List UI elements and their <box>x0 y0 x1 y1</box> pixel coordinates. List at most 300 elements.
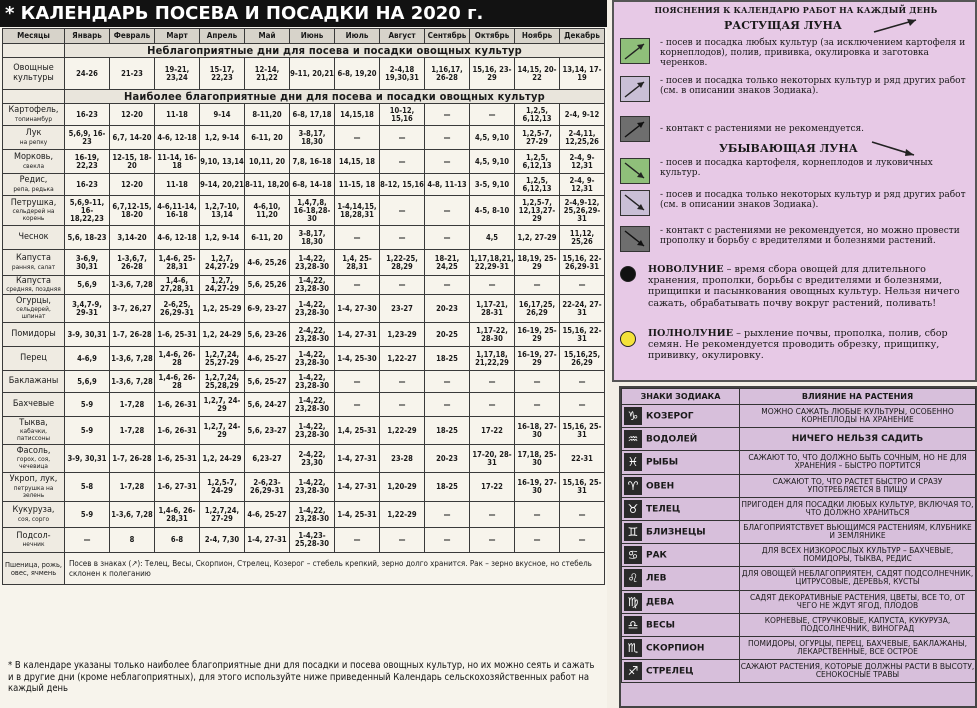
day-range-cell: 8 <box>110 528 155 553</box>
crop-label <box>3 473 65 502</box>
crop-row <box>3 126 605 150</box>
crop-name: Кукуруза, <box>12 505 55 516</box>
day-range-cell: 14,15, 18 <box>335 150 380 174</box>
day-range-cell: 2-4,11, 12,25,26 <box>560 126 605 150</box>
day-range-cell: 1-4,23- 25,28-30 <box>290 528 335 553</box>
zodiac-sign-cell <box>622 497 740 520</box>
day-range-cell: — <box>560 528 605 553</box>
day-range-cell: 1,4-6, 26-28,31 <box>155 502 200 528</box>
day-range-cell: — <box>380 226 425 250</box>
crop-label <box>3 528 65 553</box>
crop-name: Огурцы, <box>15 295 52 306</box>
day-range-cell: 1,4-6, 26-28 <box>155 347 200 371</box>
crop-name: Пшеница, рожь, овес, ячмень <box>3 553 65 585</box>
day-range-cell: 2-6,23- 26,29-31 <box>245 473 290 502</box>
legend-text: - посев и посадка картофеля, корнеплодов и луковичных культур. <box>660 158 933 178</box>
day-range-cell: 18,19, 25-29 <box>515 250 560 276</box>
crop-name: Капуста <box>16 275 51 286</box>
day-range-cell: — <box>380 371 425 393</box>
zodiac-sign-cell <box>622 474 740 497</box>
crop-label <box>3 196 65 226</box>
footnote: * В календаре указаны только наиболее благоприятные дни для посадки и посева овощных культур, но их можно сеять и сажать и в другие дни (кроме неблагоприятных), для этого используйте ниже приведенный Календарь сельскохозяйственных работ на каждый день <box>8 660 595 694</box>
legend-item-waxing-favorable <box>620 38 972 72</box>
band-unfavorable: Неблагоприятные дни для посева и посадки овощных культур <box>65 44 605 58</box>
zodiac-header-row <box>622 389 976 405</box>
zodiac-sign-name: СКОРПИОН <box>646 643 705 654</box>
crop-subname: ранняя, салат <box>11 262 56 271</box>
day-range-cell: 23-27 <box>380 295 425 323</box>
grain-note: Посев в знаках (↗): Телец, Весы, Скорпион, Стрелец, Козерог – стебель крепкий, зерно долго хранится. Рак – зерно вкусное, но стебель склонен к полеганию <box>65 553 605 585</box>
day-range-cell: 1-4, 25-30 <box>335 347 380 371</box>
zodiac-sign-name: ЛЕВ <box>646 573 667 584</box>
crop-label <box>3 150 65 174</box>
day-range-cell: 22-31 <box>560 445 605 473</box>
zodiac-row <box>622 497 976 520</box>
day-range-cell: 16-19, 27-29 <box>515 347 560 371</box>
day-range-cell: — <box>560 393 605 417</box>
day-range-cell: 6-9, 23-27 <box>245 295 290 323</box>
day-range-cell: 1-4, 27-31 <box>335 445 380 473</box>
day-range-cell: 1,2, 9-14 <box>200 126 245 150</box>
day-range-cell: 3-6,9, 30,31 <box>65 250 110 276</box>
day-range-cell: 1-6, 26-31 <box>155 417 200 445</box>
band-spacer <box>3 90 65 104</box>
day-range-cell: 20-23 <box>425 295 470 323</box>
zodiac-sign-cell <box>622 520 740 543</box>
day-range-cell: 18-25 <box>425 473 470 502</box>
day-range-cell: 4-6,10, 11,20 <box>245 196 290 226</box>
zodiac-sign-name: РЫБЫ <box>646 457 679 468</box>
day-range-cell: 1-4,22, 23,28-30 <box>290 276 335 295</box>
day-range-cell: 15,16, 22-31 <box>560 323 605 347</box>
day-range-cell: 3-8,17, 18,30 <box>290 126 335 150</box>
day-range-cell: 3-7, 26,27 <box>110 295 155 323</box>
zodiac-row <box>622 520 976 543</box>
crop-name: Баклажаны <box>8 375 59 386</box>
day-range-cell: 16-23 <box>65 174 110 196</box>
day-range-cell: — <box>335 393 380 417</box>
day-range-cell: 1,2,7, 24,27-29 <box>200 250 245 276</box>
zodiac-sign-cell <box>622 590 740 613</box>
day-range-cell: 1,2,7,24, 25,27-29 <box>200 347 245 371</box>
day-range-cell: 1,2,7,24, 27-29 <box>200 502 245 528</box>
day-range-cell: 2-4,9-12, 25,26,29-31 <box>560 196 605 226</box>
crop-name: Морковь, <box>13 152 54 163</box>
crop-label <box>3 347 65 371</box>
day-range-cell: 1,4-6, 27,28,31 <box>155 276 200 295</box>
crop-subname: соя, сорго <box>17 514 50 523</box>
day-range-cell: 1,2,5, 6,12,13 <box>515 104 560 126</box>
day-range-cell: 13,14, 17-19 <box>560 58 605 90</box>
day-range-cell: 24-26 <box>65 58 110 90</box>
day-range-cell: — <box>425 528 470 553</box>
day-range-cell: 1-7,28 <box>110 417 155 445</box>
day-range-cell: 9-11, 20,21 <box>290 58 335 90</box>
day-range-cell: 1-4,22, 23,28-30 <box>290 347 335 371</box>
day-range-cell: 1,2,7,24, 25,28,29 <box>200 371 245 393</box>
legend-title: ПОЯСНЕНИЯ К КАЛЕНДАРЮ РАБОТ НА КАЖДЫЙ ДЕНЬ <box>654 5 938 15</box>
crop-label <box>3 276 65 295</box>
zodiac-sign-icon: ♎ <box>624 616 642 634</box>
zodiac-effect: БЛАГОПРИЯТСТВУЕТ ВЬЮЩИМСЯ РАСТЕНИЯМ, КЛУБНИКЕ И ЗЕМЛЯНИКЕ <box>740 520 976 543</box>
crop-row <box>3 250 605 276</box>
day-range-cell: — <box>470 276 515 295</box>
day-range-cell: 1-4,14,15, 18,28,31 <box>335 196 380 226</box>
zodiac-sign-name: ВЕСЫ <box>646 620 675 631</box>
zodiac-row <box>622 660 976 683</box>
crop-row <box>3 226 605 250</box>
day-range-cell: 4-6, 12-18 <box>155 226 200 250</box>
crop-subname: сельдерей на корень <box>12 207 55 223</box>
zodiac-row <box>622 590 976 613</box>
day-range-cell: 6-8 <box>155 528 200 553</box>
legend-text: - посев и посадка только некоторых культур и ряд других работ (см. в описании знаков Зодиака). <box>660 190 966 210</box>
day-range-cell: 15,16,25, 26,29 <box>560 347 605 371</box>
day-range-cell: — <box>425 502 470 528</box>
crop-label <box>3 58 65 90</box>
zodiac-sign-name: КОЗЕРОГ <box>646 411 694 422</box>
day-range-cell: 16-23 <box>65 104 110 126</box>
crop-label <box>3 226 65 250</box>
day-range-cell: 1,20-29 <box>380 473 425 502</box>
day-range-cell: 4-6, 25-27 <box>245 502 290 528</box>
day-range-cell: 18-25 <box>425 417 470 445</box>
zodiac-sign-cell <box>622 567 740 590</box>
crop-row <box>3 393 605 417</box>
zodiac-effect: ПРИГОДЕН ДЛЯ ПОСАДКИ ЛЮБЫХ КУЛЬТУР, ВКЛЮЧАЯ ТО, ЧТО ДОЛЖНО ХРАНИТЬСЯ <box>740 497 976 520</box>
day-range-cell: — <box>560 502 605 528</box>
day-range-cell: 1-4,22, 23,28-30 <box>290 295 335 323</box>
zodiac-panel <box>619 386 977 708</box>
column-header-month: Март <box>155 29 200 44</box>
day-range-cell: — <box>335 276 380 295</box>
day-range-cell: 16-19, 27-30 <box>515 473 560 502</box>
crop-subname: кабачки, патиссоны <box>16 427 51 443</box>
legend-swatch <box>620 76 650 102</box>
crop-row <box>3 276 605 295</box>
legend-item-waning-partial <box>620 190 972 224</box>
day-range-cell: 1,4-6, 26-28 <box>155 371 200 393</box>
page-title: * КАЛЕНДАРЬ ПОСЕВА И ПОСАДКИ НА 2020 г. <box>0 0 607 27</box>
day-range-cell: 1-3,6, 7,28 <box>110 371 155 393</box>
crop-subname: горох, соя, чечевица <box>16 455 51 471</box>
day-range-cell: — <box>380 196 425 226</box>
day-range-cell: — <box>425 104 470 126</box>
day-range-cell: 1,4-6, 25-28,31 <box>155 250 200 276</box>
day-range-cell: 1-7, 26-28 <box>110 445 155 473</box>
zodiac-sign-icon: ♉ <box>624 500 642 518</box>
day-range-cell: 1,4, 25-28,31 <box>335 250 380 276</box>
day-range-cell: 1,2,7, 24-29 <box>200 417 245 445</box>
column-header-month: Июнь <box>290 29 335 44</box>
day-range-cell: 3-5, 9,10 <box>470 174 515 196</box>
zodiac-row <box>622 613 976 636</box>
full-moon-text: – рыхление почвы, прополка, полив, сбор семян. Не рекомендуется проводить обрезку, прищипку, прививку, окулировку. <box>648 328 948 362</box>
day-range-cell: 1-4,22, 23,28-30 <box>290 371 335 393</box>
zodiac-effect: ДЛЯ ВСЕХ НИЗКОРОСЛЫХ КУЛЬТУР – БАХЧЕВЫЕ, ПОМИДОРЫ, ТЫКВА, РЕДИС <box>740 544 976 567</box>
zodiac-row <box>622 451 976 474</box>
day-range-cell: 6-11, 20 <box>245 226 290 250</box>
zodiac-sign-cell <box>622 544 740 567</box>
day-range-cell: 15,16, 23-29 <box>470 58 515 90</box>
zodiac-sign-icon: ♊ <box>624 523 642 541</box>
day-range-cell: 1,22-25, 28,29 <box>380 250 425 276</box>
zodiac-effect: КОРНЕВЫЕ, СТРУЧКОВЫЕ, КАПУСТА, КУКУРУЗА, ПОДСОЛНЕЧНИК, ВИНОГРАД <box>740 613 976 636</box>
zodiac-sign-icon: ♈ <box>624 477 642 495</box>
day-range-cell: 5,6,9-11, 16-18,22,23 <box>65 196 110 226</box>
day-range-cell: 11-18 <box>155 104 200 126</box>
day-range-cell: 2-4,18 19,30,31 <box>380 58 425 90</box>
day-range-cell: 2-4, 9-12,31 <box>560 174 605 196</box>
day-range-cell: 20-25 <box>425 323 470 347</box>
day-range-cell: — <box>65 528 110 553</box>
zodiac-sign-icon: ♏ <box>624 639 642 657</box>
full-moon-title: ПОЛНОЛУНИЕ <box>648 328 734 339</box>
full-moon-icon <box>620 331 636 347</box>
crop-label <box>3 250 65 276</box>
crop-name: Перец <box>20 352 47 363</box>
day-range-cell: 1,2,5-7, 12,13,27-29 <box>515 196 560 226</box>
day-range-cell: — <box>515 393 560 417</box>
crop-label <box>3 174 65 196</box>
day-range-cell: 1-4,22, 23,28-30 <box>290 473 335 502</box>
day-range-cell: 1,4,7,8, 16-18,28-30 <box>290 196 335 226</box>
day-range-cell: 1,17,18,21, 22,29-31 <box>470 250 515 276</box>
waning-moon-title: УБЫВАЮЩАЯ ЛУНА <box>719 142 858 155</box>
day-range-cell: 2-4, 9-12 <box>560 104 605 126</box>
day-range-cell: 11-15, 18 <box>335 174 380 196</box>
day-range-cell: — <box>560 276 605 295</box>
zodiac-sign-name: ДЕВА <box>646 597 674 608</box>
column-header-month: Январь <box>65 29 110 44</box>
day-range-cell: 4,5, 9,10 <box>470 126 515 150</box>
zodiac-sign-icon: ♐ <box>624 662 642 680</box>
zodiac-row <box>622 474 976 497</box>
day-range-cell: 1,2, 9-14 <box>200 226 245 250</box>
day-range-cell: — <box>380 528 425 553</box>
day-range-cell: — <box>425 196 470 226</box>
day-range-cell: 1,2, 27-29 <box>515 226 560 250</box>
day-range-cell: 23-28 <box>380 445 425 473</box>
day-range-cell: 16-19, 22,23 <box>65 150 110 174</box>
day-range-cell: 1-3,6, 7,28 <box>110 502 155 528</box>
day-range-cell: — <box>560 371 605 393</box>
crop-label <box>3 502 65 528</box>
crop-name: Капуста <box>16 253 51 264</box>
column-header-month: Сентябрь <box>425 29 470 44</box>
day-range-cell: 1-6, 25-31 <box>155 323 200 347</box>
day-range-cell: 6-8, 19,20 <box>335 58 380 90</box>
new-moon-title: НОВОЛУНИЕ <box>648 264 724 275</box>
planting-calendar-table <box>2 28 605 585</box>
legend-item-waxing-partial <box>620 76 972 112</box>
day-range-cell: — <box>335 226 380 250</box>
day-range-cell: — <box>470 104 515 126</box>
crop-row <box>3 174 605 196</box>
zodiac-sign-cell <box>622 660 740 683</box>
day-range-cell: 14,15, 20-22 <box>515 58 560 90</box>
crop-label <box>3 393 65 417</box>
day-range-cell: 17-22 <box>470 417 515 445</box>
day-range-cell: 8-11, 18,20 <box>245 174 290 196</box>
zodiac-sign-icon: ♑ <box>624 407 642 425</box>
zodiac-sign-name: РАК <box>646 550 667 561</box>
zodiac-row <box>622 567 976 590</box>
column-header-month: Декабрь <box>560 29 605 44</box>
day-range-cell: 5-9 <box>65 417 110 445</box>
day-range-cell: — <box>470 528 515 553</box>
day-range-cell: 1,22-29 <box>380 417 425 445</box>
zodiac-sign-name: ТЕЛЕЦ <box>646 504 681 515</box>
zodiac-row <box>622 428 976 451</box>
legend-text: - контакт с растениями не рекомендуется, но можно провести прополку и борьбу с вредителями и болезнями растений. <box>660 226 960 246</box>
day-range-cell: 1-4,22, 23,28-30 <box>290 417 335 445</box>
band-unfavorable-row <box>3 44 605 58</box>
crop-name: Овощные культуры <box>13 63 54 83</box>
crop-row <box>3 528 605 553</box>
zodiac-sign-cell <box>622 451 740 474</box>
day-range-cell: 4-6, 25-27 <box>245 347 290 371</box>
day-range-cell: — <box>470 393 515 417</box>
day-range-cell: 11-14, 16-18 <box>155 150 200 174</box>
day-range-cell: — <box>515 371 560 393</box>
day-range-cell: — <box>335 371 380 393</box>
day-range-cell: 17-22 <box>470 473 515 502</box>
day-range-cell: 3,14-20 <box>110 226 155 250</box>
crop-row <box>3 445 605 473</box>
day-range-cell: 10-12, 15,16 <box>380 104 425 126</box>
crop-row <box>3 295 605 323</box>
zodiac-sign-cell <box>622 428 740 451</box>
band-favorable: Наиболее благоприятные дни для посева и посадки овощных культур <box>65 90 605 104</box>
day-range-cell: 1-6, 25-31 <box>155 445 200 473</box>
day-range-cell: 1-7,28 <box>110 473 155 502</box>
legend-text: - контакт с растениями не рекомендуется. <box>660 124 865 134</box>
crop-subname: на репку <box>19 137 48 146</box>
crop-row <box>3 323 605 347</box>
crop-subname: сельдерей, шпинат <box>16 305 51 321</box>
zodiac-row <box>622 636 976 659</box>
day-range-cell: 5,6, 18-23 <box>65 226 110 250</box>
day-range-cell: 1,2, 25-29 <box>200 295 245 323</box>
column-header-month: Май <box>245 29 290 44</box>
grain-row <box>3 553 605 585</box>
new-moon-icon <box>620 266 636 282</box>
zodiac-sign-cell <box>622 405 740 428</box>
day-range-cell: 17-20, 28-31 <box>470 445 515 473</box>
day-range-cell: 1-4, 27-31 <box>335 473 380 502</box>
crop-row <box>3 196 605 226</box>
day-range-cell: 11-18 <box>155 174 200 196</box>
day-range-cell: 4-5, 8-10 <box>470 196 515 226</box>
day-range-cell: 4-6, 12-18 <box>155 126 200 150</box>
day-range-cell: — <box>335 528 380 553</box>
day-range-cell: 1,2,5-7, 24-29 <box>200 473 245 502</box>
legend-swatch <box>620 190 650 216</box>
day-range-cell: 1-3,6,7, 26-28 <box>110 250 155 276</box>
day-range-cell: 1,2,7-10, 13,14 <box>200 196 245 226</box>
column-header-month: Апрель <box>200 29 245 44</box>
day-range-cell: 1-6, 26-31 <box>155 393 200 417</box>
day-range-cell: 1-7,28 <box>110 393 155 417</box>
crop-name: Бахчевые <box>12 398 55 409</box>
day-range-cell: 1,4, 25-31 <box>335 417 380 445</box>
crop-name: Картофель, <box>8 105 59 116</box>
day-range-cell: 9-14, 20,21 <box>200 174 245 196</box>
day-range-cell: 17,18, 25-30 <box>515 445 560 473</box>
day-range-cell: 6-8, 17,18 <box>290 104 335 126</box>
zodiac-row <box>622 544 976 567</box>
crop-name: Помидоры <box>11 328 56 339</box>
day-range-cell: 1,2,7, 24-29 <box>200 393 245 417</box>
band-spacer <box>3 44 65 58</box>
crop-label <box>3 104 65 126</box>
day-range-cell: 2-6,25, 26,29-31 <box>155 295 200 323</box>
day-range-cell: 1-4,22, 23,28-30 <box>290 250 335 276</box>
day-range-cell: 1-4, 27-31 <box>335 323 380 347</box>
zodiac-effect: НИЧЕГО НЕЛЬЗЯ САДИТЬ <box>740 428 976 451</box>
day-range-cell: — <box>335 126 380 150</box>
day-range-cell: 5-9 <box>65 393 110 417</box>
day-range-cell: — <box>425 371 470 393</box>
column-header-month: Февраль <box>110 29 155 44</box>
day-range-cell: 1-7, 26-28 <box>110 323 155 347</box>
legend-swatch <box>620 226 650 252</box>
column-header-months: Месяцы <box>3 29 65 44</box>
day-range-cell: 5-8 <box>65 473 110 502</box>
crop-label <box>3 417 65 445</box>
zodiac-sign-name: СТРЕЛЕЦ <box>646 666 694 677</box>
crop-name: Тыква, <box>19 417 48 428</box>
zodiac-sign-cell <box>622 636 740 659</box>
day-range-cell: 4-8, 11-13 <box>425 174 470 196</box>
day-range-cell: 4,5, 9,10 <box>470 150 515 174</box>
day-range-cell: — <box>380 150 425 174</box>
day-range-cell: — <box>425 126 470 150</box>
day-range-cell: 5,6,9, 16-23 <box>65 126 110 150</box>
legend-text: - посев и посадка любых культур (за исключением картофеля и корнеплодов), полив, прививка, окулировка и заготовка черенков. <box>660 38 966 68</box>
day-range-cell: 15,16, 22-26,29-31 <box>560 250 605 276</box>
day-range-cell: — <box>515 276 560 295</box>
day-range-cell: 4-6,9 <box>65 347 110 371</box>
day-range-cell: 5,6, 23-26 <box>245 323 290 347</box>
day-range-cell: 9,10, 13,14 <box>200 150 245 174</box>
zodiac-sign-icon: ♌ <box>624 569 642 587</box>
day-range-cell: 1-4, 27-31 <box>245 528 290 553</box>
day-range-cell: 12-20 <box>110 104 155 126</box>
day-range-cell: 3-9, 30,31 <box>65 445 110 473</box>
day-range-cell: 21-23 <box>110 58 155 90</box>
day-range-cell: 6-11, 20 <box>245 126 290 150</box>
day-range-cell: 1-4, 27-30 <box>335 295 380 323</box>
waning-arrow-icon <box>870 139 920 159</box>
legend-swatch <box>620 116 650 142</box>
zodiac-sign-icon: ♋ <box>624 546 642 564</box>
day-range-cell: 4-6,11-14, 16-18 <box>155 196 200 226</box>
day-range-cell: 8-11,20 <box>245 104 290 126</box>
day-range-cell: 6,23-27 <box>245 445 290 473</box>
day-range-cell: 3,4,7-9, 29-31 <box>65 295 110 323</box>
day-range-cell: 1,17-21, 28-31 <box>470 295 515 323</box>
day-range-cell: 16-18, 27-30 <box>515 417 560 445</box>
column-header-month: Июль <box>335 29 380 44</box>
day-range-cell: 6-8, 14-18 <box>290 174 335 196</box>
day-range-cell: 1-4,22, 23,28-30 <box>290 502 335 528</box>
day-range-cell: — <box>425 393 470 417</box>
day-range-cell: 5,6, 25-27 <box>245 371 290 393</box>
day-range-cell: 16,17,25, 26,29 <box>515 295 560 323</box>
day-range-cell: 12-15, 18-20 <box>110 150 155 174</box>
